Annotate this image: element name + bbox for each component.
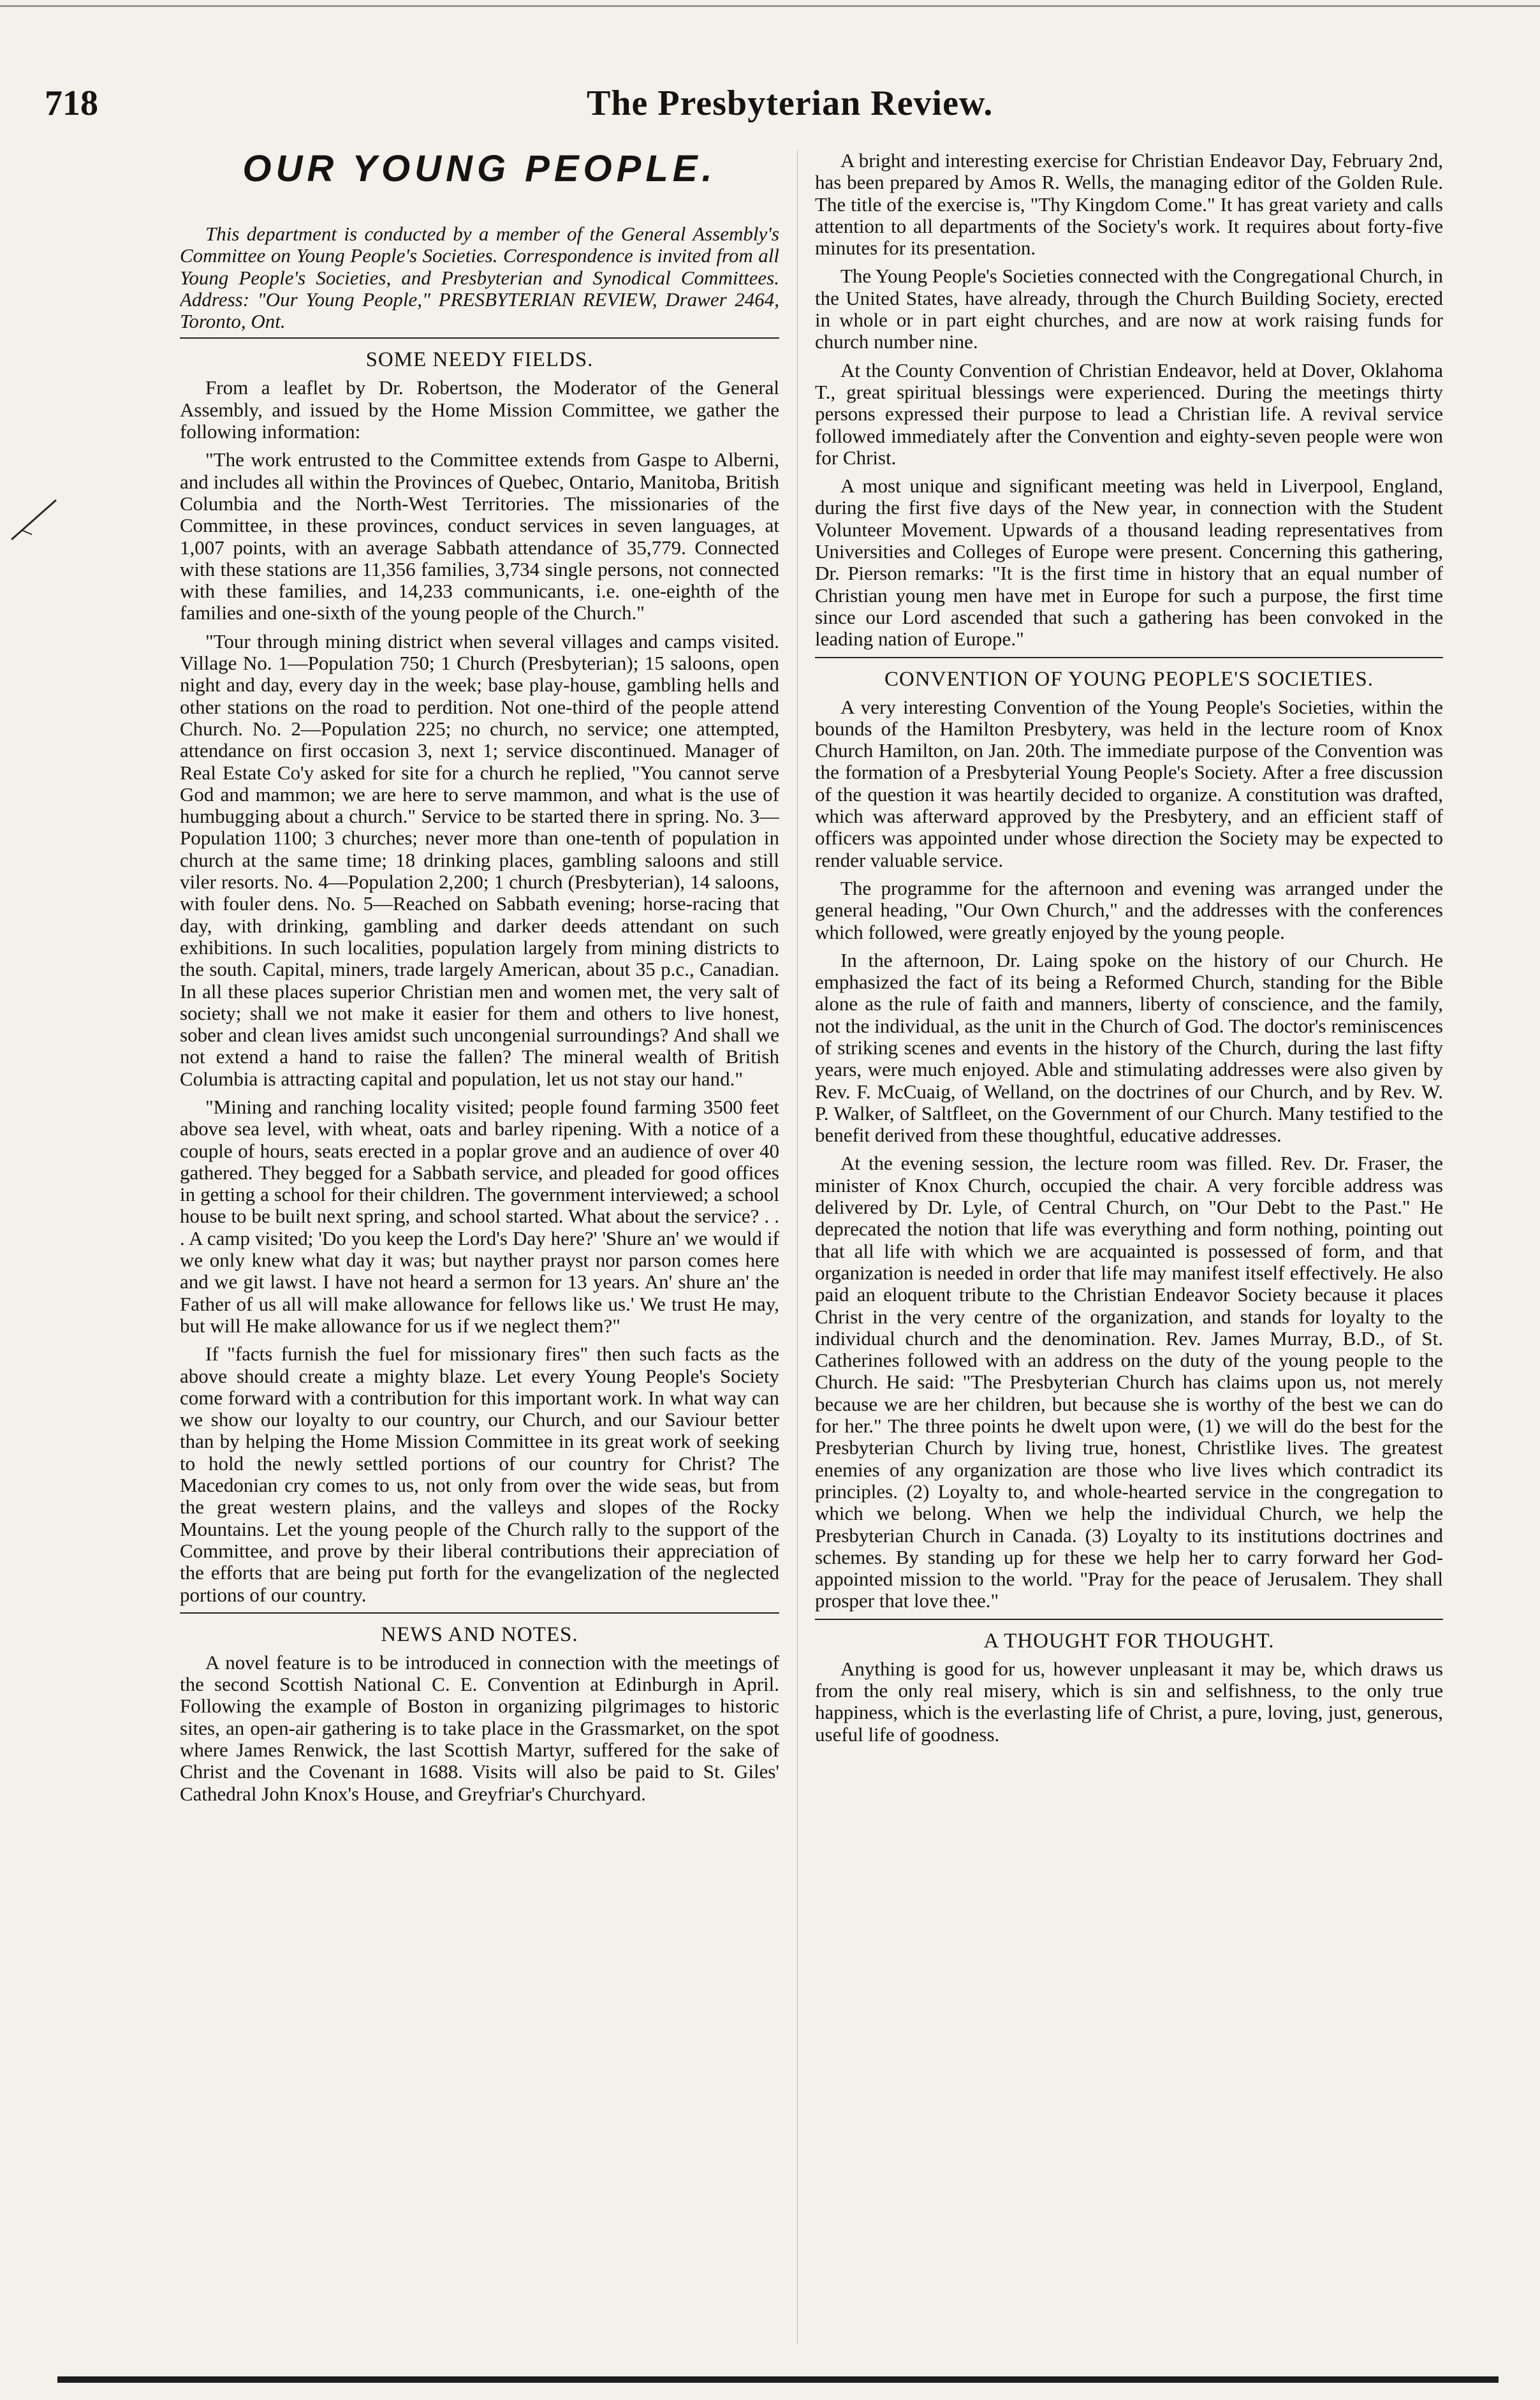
article-paragraph: A very interesting Convention of the Young People's Societies, within the bounds of the Hamilton Presbytery, was held in the lecture room of Knox Church Hamilton, on Jan. 20th. The immediate purpose of the Convention was the formation of a Presbyterial Young People's Society. After a free discussion of the question it was heartily decided to organize. A constitution was drafted, which was afterward approved by the Presbytery, and an efficient staff of officers was appointed under whose direction the Society may be expected to render valuable service.	[815, 695, 1443, 871]
article-paragraph: The programme for the afternoon and evening was arranged under the general heading, "Our Own Church," and the addresses with the conferences which followed, were greatly enjoyed by the young people.	[815, 876, 1443, 943]
section-heading-convention: CONVENTION OF YOUNG PEOPLE'S SOCIETIES.	[884, 667, 1374, 691]
department-intro: This department is conducted by a member of the General Assembly's Committee on Young People's Societies. Correspondence is invited from all Young People's Societies, and Presbyterian and Synodical Committees. Address: "Our Young People," PRESBYTERIAN REVIEW, Drawer 2464, Toronto, Ont.	[180, 223, 779, 333]
section-heading-news-notes: NEWS AND NOTES.	[381, 1623, 578, 1646]
left-column	[180, 150, 779, 2344]
article-paragraph: From a leaflet by Dr. Robertson, the Moderator of the General Assembly, and issued by the Home Mission Committee, we gather the following information:	[180, 376, 779, 443]
article-paragraph: A novel feature is to be introduced in connection with the meetings of the second Scottish National C. E. Convention at Edinburgh in April. Following the example of Boston in organizing pilgrimages to historic sites, an open-air gathering is to take place in the Grassmarket, on the spot where James Renwick, the last Scottish Martyr, suffered for the sake of Christ and the Covenant in 1688. Visits will also be paid to St. Giles' Cathedral John Knox's House, and Greyfriar's Churchyard.	[180, 1651, 779, 1805]
article-paragraph: "Mining and ranching locality visited; people found farming 3500 feet above sea level, with wheat, oats and barley ripening. With a notice of a couple of hours, seats erected in a poplar grove and an audience of over 40 gathered. They begged for a Sabbath service, and pleaded for good offices in getting a school for their children. The government interviewed; a school house to be built next spring, and school started. What about the service? . . . A camp visited; 'Do you keep the Lord's Day here?' 'Shure an' we would if we only knew what day it was; but nayther prayst nor parson comes here and we git lawst. I have not heard a sermon for 13 years. An' shure an' the Father of us all will make allowance for fellows like us.' We trust He may, but will He make allowance for us if we neglect them?"	[180, 1095, 779, 1337]
department-title: OUR YOUNG PEOPLE.	[242, 150, 717, 189]
article-paragraph: If "facts furnish the fuel for missionary fires" then such facts as the above should create a mighty blaze. Let every Young People's Society come forward with a contribution for this important work. In what way can we show our loyalty to our country, our Church, and our Saviour better than by helping the Home Mission Committee in its great work of seeking to hold the newly settled portions of our country for Christ? The Macedonian cry comes to us, not only from over the wide seas, but from the great western plains, and the valleys and slopes of the Rocky Mountains. Let the young people of the Church rally to the support of the Committee, and prove by their liberal contributions their appreciation of the efforts that are being put forth for the evangelization of the neglected portions of our country.	[180, 1343, 779, 1606]
page-number: 718	[45, 84, 98, 123]
article-paragraph: At the County Convention of Christian Endeavor, held at Dover, Oklahoma T., great spiritual blessings were experienced. During the meetings thirty persons expressed their purpose to lead a Christian life. A revival service followed immediately after the Convention and eighty-seven people were won for Christ.	[815, 358, 1443, 469]
article-paragraph: At the evening session, the lecture room was filled. Rev. Dr. Fraser, the minister of Knox Church, occupied the chair. A very forcible address was delivered by Dr. Lyle, of Central Church, on "Our Debt to the Past." He deprecated the notion that life was everything and form nothing, pointing out that all life with which we are acquainted is possessed of form, and that organization is needed in order that life may manifest itself effectively. He also paid an eloquent tribute to the Christian Endeavor Society because it places Christ in the very centre of the organization, and stands for loyalty to the individual church and the denomination. Rev. James Murray, B.D., of St. Catherines followed with an address on the duty of the young people to the Church. He said: "The Presbyterian Church has claims upon us, not merely because we are her children, but because she is worthy of the best we can do for her." The three points he dwelt upon were, (1) we will do the best for the Presbyterian Church by living true, honest, Christlike lives. The greatest enemies of any organization are those who live lives which contradict its principles. (2) Loyalty to, and whole-hearted service in the congregation to which we belong. When we help the individual Church, we help the Presbyterian Church in Canada. (3) Loyalty to its institutions doctrines and schemes. By standing up for these we help her to carry forward her God-appointed mission to the world. "Pray for the peace of Jerusalem. They shall prosper that love thee."	[815, 1152, 1443, 1612]
article-paragraph: "Tour through mining district when several villages and camps visited. Village No. 1—Population 750; 1 Church (Presbyterian); 15 saloons, open night and day, every day in the week; base play-house, gambling hells and other stations on the road to perdition. Not one-third of the people attend Church. No. 2—Population 225; no church, no service; one attempted, attendance on first occasion 3, next 1; service discontinued. Manager of Real Estate Co'y asked for site for a church he replied, "You cannot serve God and mammon; we are here to serve mammon, and what is the use of humbugging about a church." Service to be started there in spring. No. 3—Population 1100; 3 churches; never more than one-tenth of population in church at the same time; 18 drinking places, gambling saloons and still viler resorts. No. 4—Population 2,200; 1 church (Presbyterian), 14 saloons, with fouler dens. No. 5—Reached on Sabbath evening; horse-racing that day, with drinking, gambling and darker deeds attendant on such exhibitions. In such localities, population largely from mining districts to the south. Capital, miners, trade largely American, about 35 p.c., Canadian. In all these places superior Christian men and women met, the very salt of society; shall we not make it easier for them and others to live honest, sober and clean lives amidst such uncongenial surroundings? And shall we not extend a hand to raise the fallen? The mineral wealth of British Columbia is attracting capital and population, let us not stay our hand."	[180, 629, 779, 1090]
article-paragraph: The Young People's Societies connected with the Congregational Church, in the United States, have already, through the Church Building Society, erected in whole or in part eight churches, and are now at work raising funds for church number nine.	[815, 265, 1443, 353]
section-divider	[180, 1612, 779, 1614]
section-heading-thought: A THOUGHT FOR THOUGHT.	[983, 1629, 1275, 1653]
pencil-mark-icon	[10, 497, 57, 542]
section-heading-needy-fields: SOME NEEDY FIELDS.	[365, 348, 594, 372]
section-divider	[180, 337, 779, 339]
article-paragraph: "The work entrusted to the Committee extends from Gaspe to Alberni, and includes all within the Provinces of Quebec, Ontario, Manitoba, British Columbia and the North-West Territories. The missionaries of the Committee, in these provinces, conduct services in seven languages, at 1,007 points, with an average Sabbath attendance of 35,779. Connected with these stations are 11,356 families, 3,734 single persons, not connected with these families, and 14,233 communicants, i.e. one-eighth of the families and one-sixth of the young people of the Church."	[180, 448, 779, 624]
article-paragraph: Anything is good for us, however unpleasant it may be, which draws us from the only real misery, which is sin and selfishness, to the only true happiness, which is the everlasting life of Christ, a pure, loving, just, generous, useful life of goodness.	[815, 1657, 1443, 1746]
article-paragraph: A bright and interesting exercise for Christian Endeavor Day, February 2nd, has been prepared by Amos R. Wells, the managing editor of the Golden Rule. The title of the exercise is, "Thy Kingdom Come." It has great variety and calls attention to all departments of the Society's work. It requires about forty-five minutes for its presentation.	[815, 150, 1443, 260]
right-column	[815, 150, 1443, 2344]
article-paragraph: A most unique and significant meeting was held in Liverpool, England, during the first five days of the New year, in connection with the Student Volunteer Movement. Upwards of a thousand leading representatives from Universities and Colleges of Europe were present. Concerning this gathering, Dr. Pierson remarks: "It is the first time in history that an equal number of Christian young men have met in Europe for such a purpose, the first time since our Lord ascended that such a gathering has been convoked in the leading nation of Europe."	[815, 475, 1443, 651]
running-title: The Presbyterian Review.	[587, 84, 994, 123]
column-gutter-rule	[797, 150, 798, 2344]
bottom-edge-rule	[57, 2376, 1499, 2383]
section-divider	[815, 1619, 1443, 1620]
section-divider	[815, 657, 1443, 658]
top-edge-rule	[0, 5, 1540, 7]
article-paragraph: In the afternoon, Dr. Laing spoke on the history of our Church. He emphasized the fact of its being a Reformed Church, standing for the Bible alone as the rule of faith and manners, liberty of conscience, and the family, not the individual, as the unit in the Church of God. The doctor's reminiscences of striking scenes and events in the history of the Church, during the last fifty years, were much enjoyed. Able and stimulating addresses were also given by Rev. F. McCuaig, of Welland, on the doctrines of our Church, and by Rev. W. P. Walker, of Saltfleet, on the Government of our Church. Many testified to the benefit derived from these thoughtful, educative addresses.	[815, 948, 1443, 1147]
